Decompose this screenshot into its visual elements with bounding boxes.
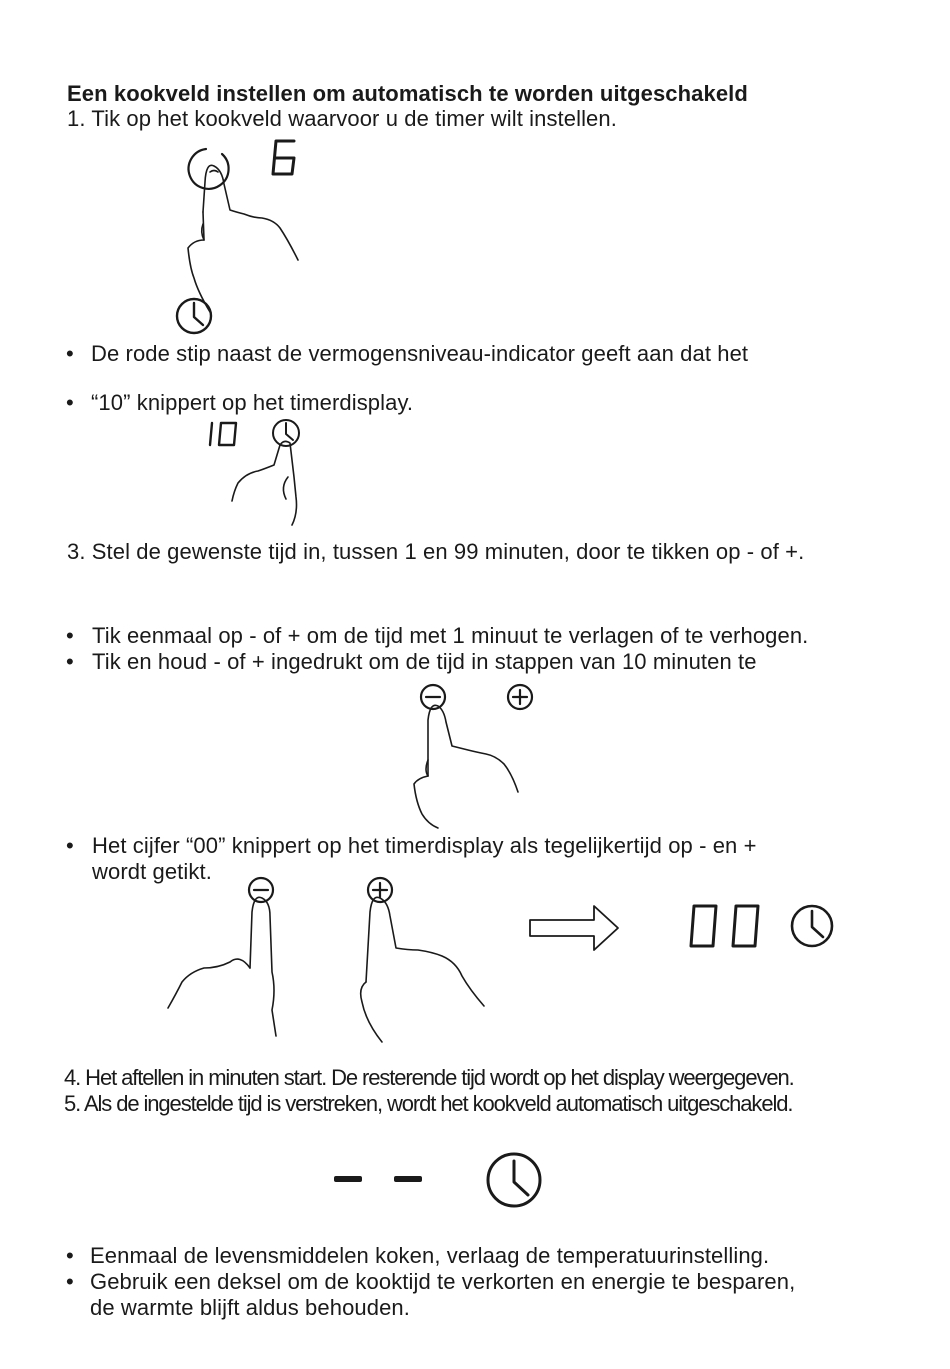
finger-icon: [361, 897, 484, 1042]
step-5-text: 5. Als de ingestelde tijd is verstreken, wordt het kookveld automatisch uitgeschakeld.: [64, 1091, 793, 1116]
step-4-text: 4. Het aftellen in minuten start. De resterende tijd wordt op het display weergegeven.: [64, 1065, 794, 1090]
arrow-right-icon: [530, 906, 618, 950]
bullet-dot: •: [66, 1269, 74, 1294]
plus-icon: [508, 685, 532, 709]
bullet-hold-text: Tik en houd - of + ingedrukt om de tijd in stappen van 10 minuten te: [92, 649, 757, 674]
finger-icon: [414, 705, 518, 828]
bullet-10-blinks-text: “10” knippert op het timerdisplay.: [91, 390, 414, 415]
simultaneous-tap-illustration: [160, 872, 880, 1052]
timer-10-illustration: [200, 417, 320, 532]
timer-off-illustration: [320, 1145, 560, 1215]
bullet-lid-text: Gebruik een deksel om de kooktijd te verkorten en energie te besparen,: [90, 1269, 796, 1294]
bullet-red-dot-text: De rode stip naast de vermogensniveau-indicator geeft aan dat het: [91, 341, 749, 366]
power-level-6-digit: [273, 141, 294, 174]
bullet-00-line-1: Het cijfer “00” knippert op het timerdisplay als tegelijkertijd op - en +: [92, 833, 757, 858]
clock-icon: [488, 1154, 540, 1206]
bullet-dot: •: [66, 1243, 74, 1268]
finger-icon: [188, 165, 298, 312]
timer-off-display: [334, 1176, 422, 1182]
timer-00-display: [691, 906, 758, 946]
timer-10-display: [210, 423, 236, 445]
clock-icon: [177, 299, 211, 333]
finger-icon: [168, 897, 276, 1036]
power-icon: [189, 149, 229, 189]
bullet-dot: •: [66, 649, 74, 674]
bullet-dot: •: [66, 390, 74, 415]
bullet-00-line-2: wordt getikt.: [92, 859, 212, 884]
minus-plus-illustration: [400, 680, 550, 830]
bullet-dot: •: [66, 623, 74, 648]
bullet-lid-continuation: de warmte blijft aldus behouden.: [90, 1295, 410, 1320]
bullet-lower-temp-text: Eenmaal de levensmiddelen koken, verlaag de temperatuurinstelling.: [90, 1243, 770, 1268]
finger-icon: [232, 441, 297, 525]
bullet-tap-once-text: Tik eenmaal op - of + om de tijd met 1 minuut te verlagen of te verhogen.: [92, 623, 809, 648]
step-1-illustration: [170, 132, 320, 342]
bullet-dot: •: [66, 833, 74, 858]
section-heading: Een kookveld instellen om automatisch te worden uitgeschakeld: [67, 81, 748, 106]
bullet-dot: •: [66, 341, 74, 366]
step-3-text: 3. Stel de gewenste tijd in, tussen 1 en 99 minuten, door te tikken op - of +.: [67, 539, 805, 564]
step-1-text: 1. Tik op het kookveld waarvoor u de timer wilt instellen.: [67, 106, 617, 131]
clock-icon: [792, 906, 832, 946]
